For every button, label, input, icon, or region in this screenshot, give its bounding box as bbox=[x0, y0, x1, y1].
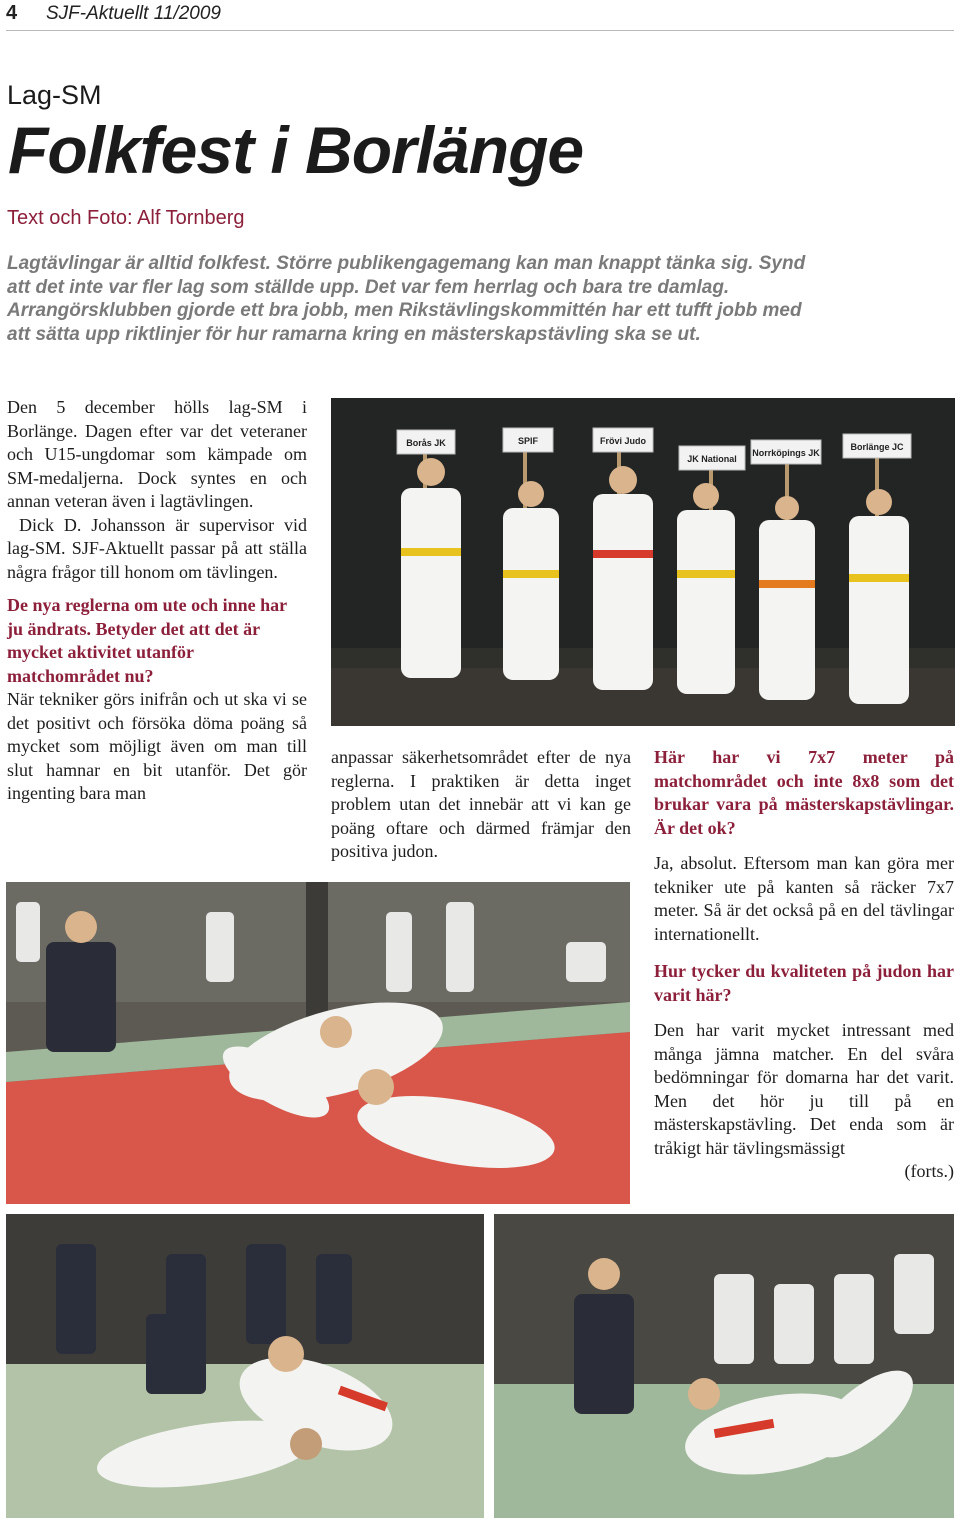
right-column bbox=[654, 746, 954, 1184]
photo-throw-match bbox=[6, 882, 630, 1204]
issue-label: SJF-Aktuellt 11/2009 bbox=[46, 3, 221, 24]
article-kicker: Lag-SM bbox=[7, 80, 102, 110]
paragraph-intro: Den 5 december hölls lag-SM i Borlänge. Dagen efter var det veteraner och U15-ungdomar som kämpade om SM-medaljerna. Dock syntes en och annan veteran även i lagtävlingen. bbox=[7, 397, 307, 511]
answer-2: Ja, absolut. Eftersom man kan göra mer tekniker ute på kanten så räcker 7x7 meter. Så är det också på en del tävlingar internationellt. bbox=[654, 853, 954, 944]
page-number: 4 bbox=[6, 2, 18, 24]
answer-3: Den har varit mycket intressant med många jämna matcher. En del svåra bedömningar för domarna har det varit. Men det hör ju till på en mästerskapstävling. Det enda som är tråkigt här tävlingsmässigt bbox=[654, 1020, 954, 1158]
answer-1-part-2: anpassar säkerhetsområdet efter de nya reglerna. I praktiken är detta inget problem utan det innebär att vi kan ge poäng oftare och därmed främjar den positiva judon. bbox=[331, 747, 631, 861]
middle-column bbox=[331, 746, 631, 864]
left-column bbox=[7, 396, 307, 806]
sign-2: SPIF bbox=[517, 436, 539, 446]
sign-5: Norrköpings JK bbox=[752, 448, 820, 458]
sign-3: Frövi Judo bbox=[599, 436, 647, 446]
photo-kids-with-signs bbox=[331, 398, 955, 726]
answer-1-part-1: När tekniker görs inifrån och ut ska vi se det positivt och försöka döma poäng så mycket som möjligt även om man till slut hamnar en bit utanför. Det gör ingenting bara man bbox=[7, 689, 307, 803]
question-2: Här har vi 7x7 meter på matchområdet och inte 8x8 som det brukar vara på mästerskapstävlingar. Är det ok? bbox=[654, 747, 954, 838]
question-3: Hur tycker du kvaliteten på judon har varit här? bbox=[654, 961, 954, 1005]
article-byline: Text och Foto: Alf Tornberg bbox=[7, 207, 245, 229]
photo-match-right bbox=[494, 1214, 954, 1518]
sign-1: Borås JK bbox=[406, 438, 446, 448]
photo-match-left bbox=[6, 1214, 484, 1518]
sign-4: JK National bbox=[687, 454, 737, 464]
question-1: De nya reglerna om ute och inne har ju ändrats. Betyder det att det är mycket aktivitet utanför matchområdet nu? bbox=[7, 595, 287, 686]
header-divider bbox=[6, 30, 954, 31]
article-ingress: Lagtävlingar är alltid folkfest. Större publikengagemang kan man knappt tänka sig. Synd att det inte var fler lag som ställde upp. Det var fem herrlag och bara tre damlag. Arrangörsklubben gjorde ett bra jobb, men Rikstävlingskommittén har ett tufft jobb med att sätta upp riktlinjer för hur ramarna kring en mästerskapstävling ska se ut. bbox=[7, 253, 806, 345]
article-headline: Folkfest i Borlänge bbox=[8, 113, 584, 187]
paragraph-supervisor: Dick D. Johansson är supervisor vid lag-SM. SJF-Aktuellt passar på att ställa några frågor till honom om tävlingen. bbox=[7, 514, 307, 582]
continued-marker: (forts.) bbox=[904, 1161, 954, 1181]
sign-6: Borlänge JC bbox=[850, 442, 904, 452]
